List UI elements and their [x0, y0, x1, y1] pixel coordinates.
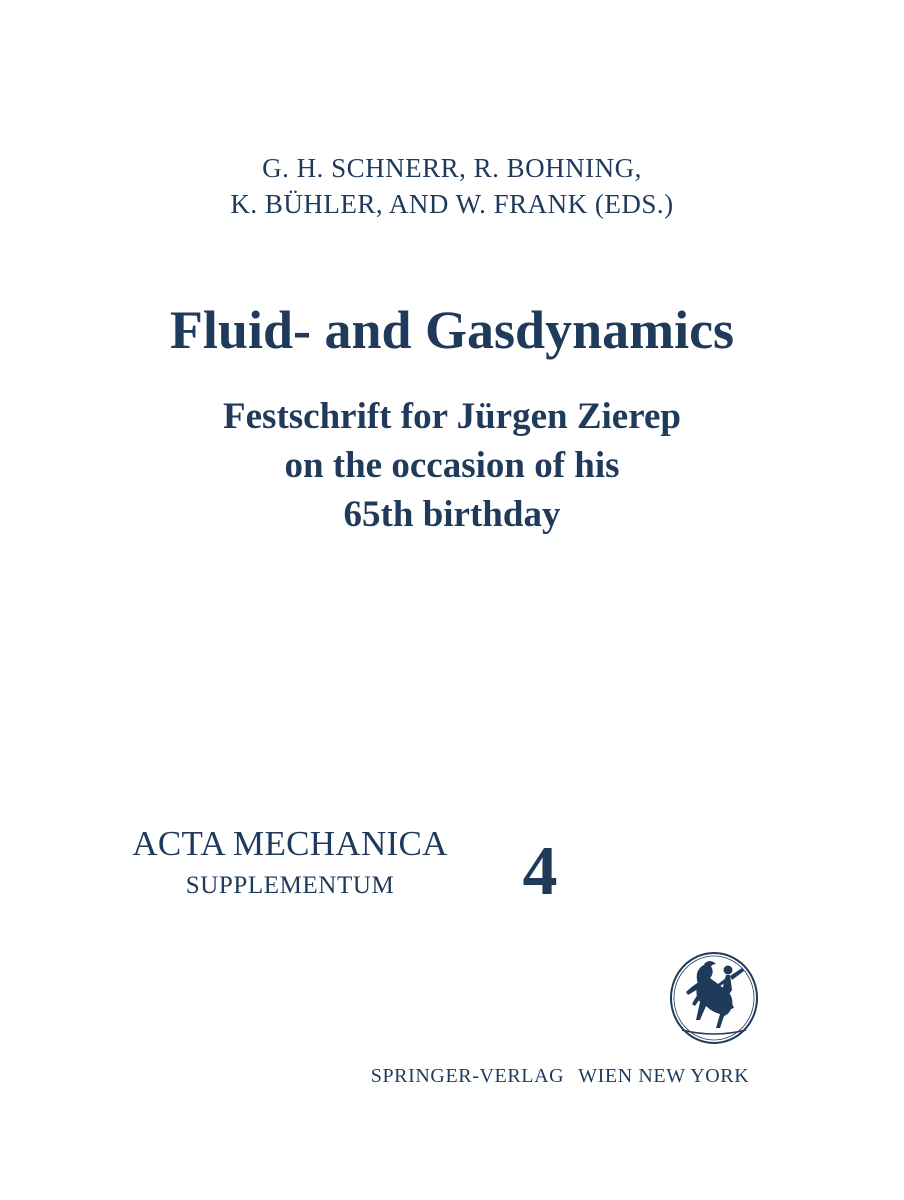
- publisher-imprint: [330, 1062, 790, 1090]
- volume-number: 4: [522, 833, 558, 910]
- publisher-cities: WIEN NEW YORK: [578, 1065, 750, 1087]
- springer-horse-rider-logo-icon: [668, 950, 760, 1046]
- editors-line-1: G. H. SCHNERR, R. BOHNING,: [262, 153, 642, 183]
- series-subtitle: SUPPLEMENTUM: [185, 872, 395, 899]
- book-title: Fluid- and Gasdynamics: [169, 300, 735, 360]
- editors-block: [0, 150, 904, 222]
- subtitle-line-1: Festschrift for Jürgen Zierep: [223, 396, 681, 437]
- editors-line-2: K. BÜHLER, AND W. FRANK (EDS.): [230, 189, 674, 219]
- subtitle-line-2: on the occasion of his: [284, 445, 620, 486]
- series-name: ACTA MECHANICA: [132, 824, 448, 863]
- series-block: [110, 822, 470, 906]
- book-subtitle: [0, 392, 904, 539]
- publisher-name: SPRINGER-VERLAG: [370, 1065, 565, 1087]
- subtitle-line-3: 65th birthday: [343, 494, 561, 535]
